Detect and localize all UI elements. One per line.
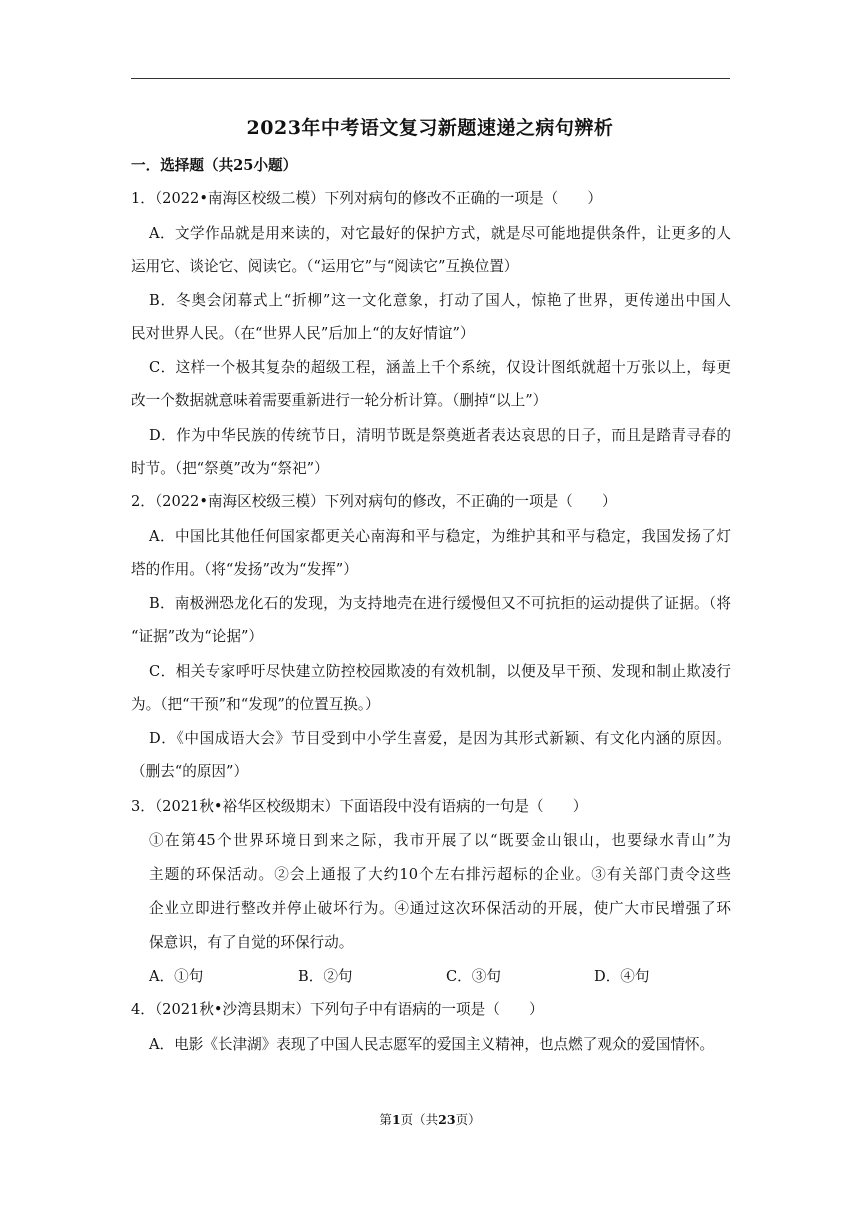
q3-option-d: D．④句 — [594, 968, 650, 985]
page-footer — [0, 1110, 860, 1128]
q2-option-b-line2: “证据”改为“论据”） — [131, 628, 263, 645]
q1-option-b-line2: 民对世界人民。（在“世界人民”后加上“的友好情谊”） — [131, 325, 475, 342]
footer-mid: 页（共 — [400, 1112, 439, 1127]
q2-option-c-line2: 为。（把“干预”和“发现”的位置互换。） — [131, 696, 380, 713]
q2-option-d-line1: D．《中国成语大会》节目受到中小学生喜爱，是因为其形式新颖、有文化内涵的原因。 — [149, 730, 731, 747]
q2-option-a-line2: 塔的作用。（将“发扬”改为“发挥”） — [131, 561, 358, 578]
q2-option-d-line2: （删去“的原因”） — [131, 763, 249, 780]
question-3-stem: 3．（2021秋•裕华区校级期末）下面语段中没有语病的一句是（ ） — [131, 798, 588, 815]
q2-option-a-line1: A．中国比其他任何国家都更关心南海和平与稳定，为维护其和平与稳定，我国发扬了灯 — [149, 528, 731, 545]
current-page-number: 1 — [391, 1112, 401, 1127]
q3-passage-line2: 主题的环保活动。②会上通报了大约10个左右排污超标的企业。③有关部门责令这些 — [149, 866, 731, 883]
q2-option-b-line1: B．南极洲恐龙化石的发现，为支持地壳在进行缓慢但又不可抗拒的运动提供了证据。（将 — [149, 595, 731, 612]
q3-option-c: C．③句 — [446, 968, 501, 985]
page-title: 2023年中考语文复习新题速递之病句辨析 — [246, 117, 614, 139]
total-pages-number: 23 — [438, 1112, 456, 1127]
question-2-stem: 2．（2022•南海区校级三模）下列对病句的修改，不正确的一项是（ ） — [131, 493, 617, 510]
footer-suffix: 页） — [455, 1112, 481, 1127]
section-heading: 一．选择题（共25小题） — [131, 157, 298, 174]
question-4-stem: 4．（2021秋•沙湾县期末）下列句子中有语病的一项是（ ） — [131, 1001, 544, 1018]
q1-option-d-line1: D．作为中华民族的传统节日，清明节既是祭奠逝者表达哀思的日子，而且是踏青寻春的 — [149, 427, 731, 444]
q3-passage-line3: 企业立即进行整改并停止破坏行为。④通过这次环保活动的开展，使广大市民增强了环 — [149, 900, 731, 917]
q1-option-d-line2: 时节。（把“祭奠”改为“祭祀”） — [131, 460, 329, 477]
q2-option-c-line1: C．相关专家呼吁尽快建立防控校园欺凌的有效机制，以便及早干预、发现和制止欺凌行 — [149, 663, 731, 680]
q3-passage-line4: 保意识，有了自觉的环保行动。 — [149, 934, 354, 951]
q1-option-a-line1: A．文学作品就是用来读的，对它最好的保护方式，就是尽可能地提供条件，让更多的人 — [149, 225, 731, 242]
header-rule — [131, 78, 730, 79]
q1-option-b-line1: B．冬奥会闭幕式上“折柳”这一文化意象，打动了国人，惊艳了世界，更传递出中国人 — [149, 292, 731, 309]
q4-option-a-line1: A．电影《长津湖》表现了中国人民志愿军的爱国主义精神，也点燃了观众的爱国情怀。 — [149, 1036, 715, 1053]
q1-option-c-line2: 改一个数据就意味着需要重新进行一轮分析计算。（删掉“以上”） — [131, 392, 548, 409]
q3-option-b: B．②句 — [298, 968, 353, 985]
q1-option-a-line2: 运用它、谈论它、阅读它。（“运用它”与“阅读它”互换位置） — [131, 258, 519, 275]
q1-option-c-line1: C．这样一个极其复杂的超级工程，涵盖上千个系统，仅设计图纸就超十万张以上，每更 — [149, 359, 731, 376]
footer-prefix: 第 — [379, 1112, 392, 1127]
q3-option-a: A．①句 — [149, 968, 204, 985]
question-1-stem: 1．（2022•南海区校级二模）下列对病句的修改不正确的一项是（ ） — [131, 190, 602, 207]
q3-passage-line1: ①在第45个世界环境日到来之际，我市开展了以“既要金山银山，也要绿水青山”为 — [149, 832, 731, 849]
